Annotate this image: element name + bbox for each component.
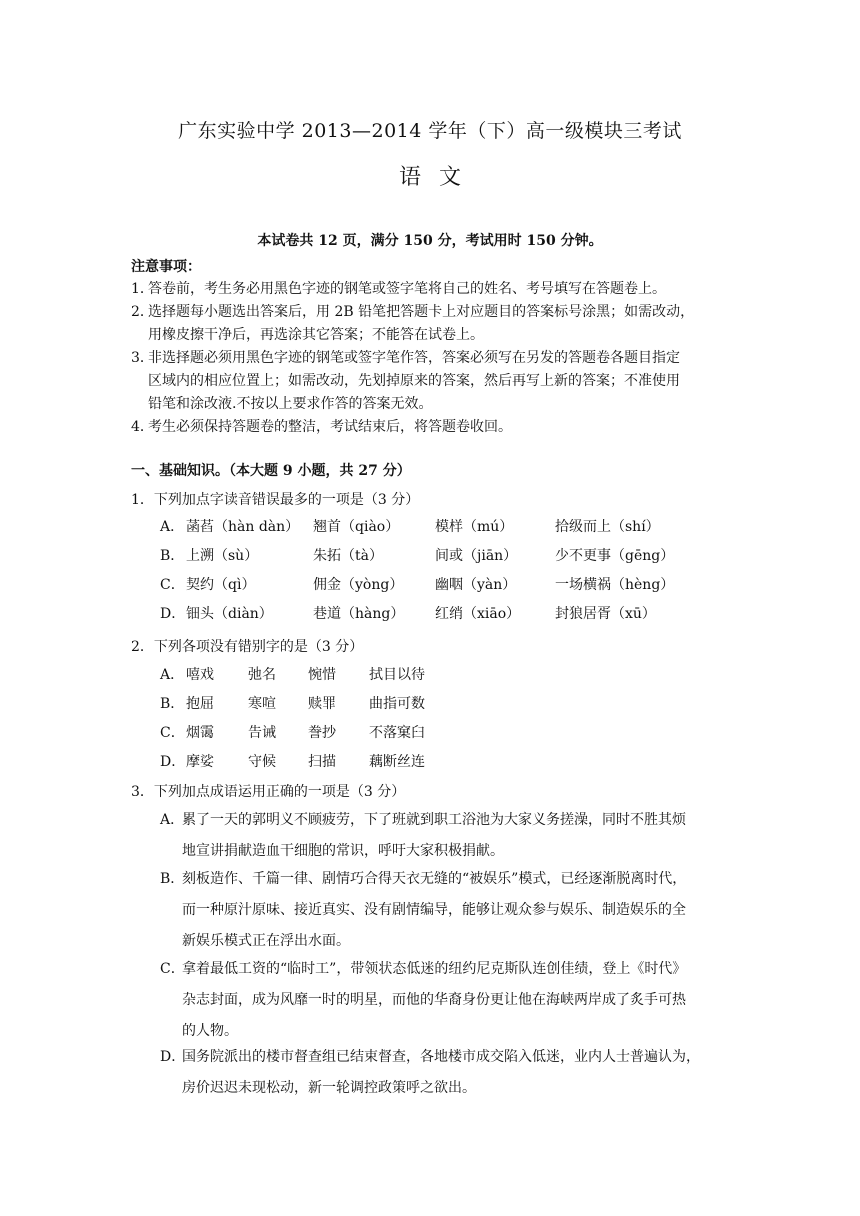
note-line: 选择题每小题选出答案后，用 2B 铅笔把答题卡上对应题目的答案标号涂黑；如需改动， — [148, 304, 695, 320]
option-line: 刻板造作、千篇一律、剧情巧合得天衣无缝的“被娱乐”模式，已经逐渐脱离时代， — [182, 871, 687, 887]
option-label: D． — [160, 754, 186, 770]
option-cell: 抱屈 — [186, 696, 214, 712]
option-line: 的人物。 — [182, 1023, 238, 1039]
note-line: 用橡皮擦干净后，再选涂其它答案；不能答在试卷上。 — [148, 327, 484, 343]
note-number: 1． — [131, 281, 154, 297]
option-line: 国务院派出的楼市督查组已结束督查，各地楼市成交陷入低迷，业内人士普遍认为， — [182, 1049, 700, 1065]
q2-option-c — [160, 722, 720, 745]
option-label: A． — [160, 667, 185, 683]
note-line: 答卷前，考生务必用黑色字迹的钢笔或签字笔将自己的姓名、考号填写在答题卷上。 — [148, 281, 666, 297]
option-line: 杂志封面，成为风靡一时的明星，而他的华裔身份更让他在海峡两岸成了炙手可热 — [182, 992, 686, 1008]
option-label: C． — [160, 725, 185, 741]
option-cell: 寒喧 — [248, 696, 276, 712]
option-cell: 翘首（qiào） — [313, 519, 400, 535]
note-line: 区域内的相应位置上；如需改动，先划掉原来的答案，然后再写上新的答案；不准使用 — [148, 373, 680, 389]
option-cell: 一场横祸（hèng） — [555, 577, 675, 593]
option-cell: 守候 — [248, 754, 276, 770]
note-line: 非选择题必须用黑色字迹的钢笔或签字笔作答，答案必须写在另发的答题卷各题目指定 — [148, 350, 680, 366]
option-cell: 钿头（diàn） — [186, 606, 273, 622]
q1-option-c — [160, 574, 720, 597]
option-label: D． — [160, 1049, 186, 1065]
question-3-title: 3．下列加点成语运用正确的一项是（3 分） — [131, 784, 406, 800]
option-label: C． — [160, 961, 185, 977]
option-cell: 模样（mú） — [435, 519, 514, 535]
option-cell: 拾级而上（shí） — [555, 519, 660, 535]
option-line: 地宣讲捐献造血干细胞的常识，呼吁大家积极捐献。 — [182, 843, 504, 859]
option-cell: 拭目以待 — [369, 667, 425, 683]
option-cell: 摩娑 — [186, 754, 214, 770]
option-cell: 契约（qì） — [186, 577, 256, 593]
note-line: 考生必须保持答题卷的整洁，考试结束后，将答题卷收回。 — [148, 419, 512, 435]
option-cell: 告诫 — [248, 725, 276, 741]
option-cell: 赎罪 — [308, 696, 336, 712]
section-heading: 一、基础知识。（本大题 9 小题，共 27 分） — [131, 463, 411, 479]
option-line: 累了一天的郭明义不顾疲劳，下了班就到职工浴池为大家义务搓澡，同时不胜其烦 — [182, 812, 686, 828]
question-2-title: 2．下列各项没有错别字的是（3 分） — [131, 639, 364, 655]
option-cell: 不落窠臼 — [369, 725, 425, 741]
option-cell: 上溯（sù） — [186, 548, 259, 564]
option-cell: 少不更事（gēng） — [555, 548, 675, 564]
option-cell: 嘻戏 — [186, 667, 214, 683]
q1-option-d — [160, 603, 720, 626]
notes-heading: 注意事项： — [131, 259, 201, 275]
note-number: 2． — [131, 304, 154, 320]
option-cell: 惋惜 — [308, 667, 336, 683]
question-1-title: 1．下列加点字读音错误最多的一项是（3 分） — [131, 492, 420, 508]
q1-option-b — [160, 545, 720, 568]
option-line: 而一种原汁原味、接近真实、没有剧情编导，能够让观众参与娱乐、制造娱乐的全 — [182, 902, 686, 918]
option-cell: 巷道（hàng） — [313, 606, 405, 622]
option-cell: 幽咽（yàn） — [435, 577, 517, 593]
option-cell: 红绡（xiāo） — [435, 606, 521, 622]
option-line: 新娱乐模式正在浮出水面。 — [182, 933, 350, 949]
q2-option-b — [160, 693, 720, 716]
option-cell: 曲指可数 — [369, 696, 425, 712]
option-cell: 佣金（yòng） — [313, 577, 404, 593]
exam-title: 广东实验中学 2013—2014 学年（下）高一级模块三考试 — [178, 120, 682, 142]
option-label: B． — [160, 871, 185, 887]
option-cell: 藕断丝连 — [369, 754, 425, 770]
option-cell: 朱拓（tà） — [313, 548, 383, 564]
option-cell: 间或（jiān） — [435, 548, 518, 564]
note-number: 4． — [131, 419, 154, 435]
note-number: 3． — [131, 350, 154, 366]
option-line: 房价迟迟未现松动，新一轮调控政策呼之欲出。 — [182, 1080, 476, 1096]
option-label: C． — [160, 577, 185, 593]
option-cell: 封狼居胥（xū） — [555, 606, 656, 622]
subject-title: 语文 — [398, 165, 479, 190]
option-label: B． — [160, 548, 185, 564]
option-label: B． — [160, 696, 185, 712]
exam-info: 本试卷共 12 页，满分 150 分，考试用时 150 分钟。 — [257, 233, 603, 249]
note-line: 铅笔和涂改液.不按以上要求作答的答案无效。 — [148, 396, 433, 412]
option-cell: 弛名 — [248, 667, 276, 683]
q2-option-a — [160, 664, 720, 687]
option-cell: 菡萏（hàn dàn） — [186, 519, 300, 535]
q1-option-a — [160, 516, 720, 539]
q2-option-d — [160, 751, 720, 774]
option-cell: 烟霭 — [186, 725, 214, 741]
option-label: A． — [160, 812, 185, 828]
option-label: D． — [160, 606, 186, 622]
option-cell: 扫描 — [308, 754, 336, 770]
option-line: 拿着最低工资的“临时工”，带领状态低迷的纽约尼克斯队连创佳绩，登上《时代》 — [182, 961, 687, 977]
option-label: A． — [160, 519, 185, 535]
option-cell: 誊抄 — [308, 725, 336, 741]
